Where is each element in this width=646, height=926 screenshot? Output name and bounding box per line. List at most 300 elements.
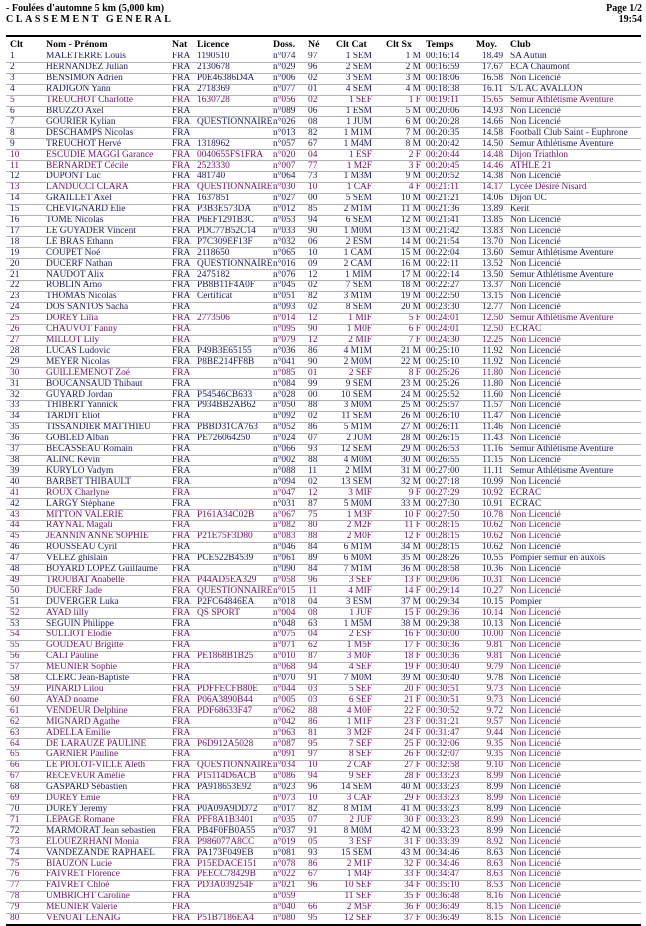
cell-rank: 15 <box>6 204 46 215</box>
cell-rank: 24 <box>6 302 46 313</box>
table-row <box>6 684 641 695</box>
cell-avg-speed: 10.92 <box>470 488 506 499</box>
cell-club: Non Licencié <box>506 728 641 739</box>
cell-nationality: FRA <box>172 390 194 401</box>
cell-bib: n°048 <box>273 619 308 630</box>
cell-category-rank: 2 M5F <box>330 902 386 913</box>
cell-bib: n°064 <box>273 171 308 182</box>
cell-avg-speed: 14.48 <box>470 150 506 161</box>
cell-license <box>194 662 273 673</box>
cell-avg-speed: 11.46 <box>470 422 506 433</box>
cell-license: P44AD5EA329 <box>194 575 273 586</box>
col-header-rank: Clt <box>10 39 24 50</box>
cell-name: PINARD Lilou <box>46 684 172 695</box>
cell-bib: n°007 <box>273 161 308 172</box>
cell-bib: n°035 <box>273 815 308 826</box>
cell-nationality: FRA <box>172 422 194 433</box>
cell-license: 0040655FS1FRA <box>194 150 273 161</box>
cell-name: MITTON VALERIE <box>46 510 172 521</box>
cell-category-rank: 15 SEM <box>330 848 386 859</box>
cell-sex-rank: 25 M <box>386 401 426 412</box>
cell-name: GOURIER Kylian <box>46 117 172 128</box>
cell-time: 00:21:36 <box>426 204 470 215</box>
cell-license: 1318962 <box>194 139 273 150</box>
cell-category-rank: 1 M4M <box>330 139 386 150</box>
cell-nationality: FRA <box>172 204 194 215</box>
cell-bib: n°056 <box>273 95 308 106</box>
col-header-time: Temps <box>426 39 454 50</box>
cell-time: 00:27:50 <box>426 510 470 521</box>
cell-license <box>194 619 273 630</box>
cell-category-rank: 2 M1M <box>330 204 386 215</box>
cell-license: P934BB2AB62 <box>194 401 273 412</box>
cell-club: Non Licencié <box>506 608 641 619</box>
cell-bib: n°066 <box>273 444 308 455</box>
table-row <box>6 695 641 706</box>
cell-sex-rank: 43 M <box>386 848 426 859</box>
cell-club: ECRAC <box>506 324 641 335</box>
cell-license: P54546CB633 <box>194 390 273 401</box>
cell-license <box>194 902 273 913</box>
col-header-bib: Doss. <box>273 39 296 50</box>
cell-club: Non Licencié <box>506 455 641 466</box>
table-row <box>6 466 641 477</box>
cell-sex-rank: 36 F <box>386 902 426 913</box>
cell-bib: n°024 <box>273 433 308 444</box>
cell-nationality: FRA <box>172 324 194 335</box>
cell-time: 00:30:52 <box>426 706 470 717</box>
table-row <box>6 619 641 630</box>
cell-license: P986077A8CC <box>194 837 273 848</box>
cell-time: 00:20:06 <box>426 106 470 117</box>
cell-sex-rank: 7 M <box>386 128 426 139</box>
cell-avg-speed: 9.81 <box>470 640 506 651</box>
table-row <box>6 401 641 412</box>
cell-sex-rank: 34 M <box>386 542 426 553</box>
cell-birth-year: 82 <box>308 804 330 815</box>
cell-license: P8BE214FF8B <box>194 357 273 368</box>
cell-license: QUESTIONNAIRE <box>194 586 273 597</box>
cell-category-rank: 1 MIM <box>330 270 386 281</box>
cell-sex-rank: 16 F <box>386 630 426 641</box>
cell-category-rank: 2 MIF <box>330 335 386 346</box>
cell-nationality: FRA <box>172 662 194 673</box>
table-row <box>6 815 641 826</box>
cell-sex-rank: 30 F <box>386 815 426 826</box>
table-row <box>6 837 641 848</box>
cell-nationality: FRA <box>172 575 194 586</box>
cell-club: Non Licencié <box>506 869 641 880</box>
cell-time: 00:27:30 <box>426 499 470 510</box>
table-row <box>6 608 641 619</box>
cell-time: 00:36:48 <box>426 891 470 902</box>
cell-bib: n°037 <box>273 826 308 837</box>
cell-bib: n°034 <box>273 760 308 771</box>
cell-birth-year: 89 <box>308 553 330 564</box>
cell-category-rank: 2 M2F <box>330 520 386 531</box>
cell-avg-speed: 11.11 <box>470 466 506 477</box>
cell-sex-rank: 23 M <box>386 379 426 390</box>
cell-sex-rank: 1 F <box>386 95 426 106</box>
cell-birth-year: 84 <box>308 564 330 575</box>
cell-rank: 39 <box>6 466 46 477</box>
cell-nationality: FRA <box>172 750 194 761</box>
cell-name: TARDIT Eliot <box>46 411 172 422</box>
cell-birth-year: 07 <box>308 815 330 826</box>
cell-avg-speed: 12.77 <box>470 302 506 313</box>
cell-club: Semur Athlétisme Aventure <box>506 248 641 259</box>
cell-rank: 56 <box>6 651 46 662</box>
cell-nationality: FRA <box>172 302 194 313</box>
cell-rank: 63 <box>6 728 46 739</box>
cell-sex-rank: 33 M <box>386 499 426 510</box>
table-row <box>6 84 641 95</box>
cell-sex-rank: 39 M <box>386 673 426 684</box>
cell-club: ECRAC <box>506 499 641 510</box>
cell-sex-rank: 26 F <box>386 750 426 761</box>
table-row <box>6 150 641 161</box>
cell-bib: n°041 <box>273 357 308 368</box>
cell-category-rank: 6 M1M <box>330 542 386 553</box>
cell-avg-speed: 9.35 <box>470 750 506 761</box>
cell-avg-speed: 8.15 <box>470 913 506 924</box>
cell-rank: 38 <box>6 455 46 466</box>
cell-sex-rank: 15 F <box>386 608 426 619</box>
cell-avg-speed: 8.63 <box>470 859 506 870</box>
cell-name: ROBLIN Arno <box>46 281 172 292</box>
cell-club: Non Licencié <box>506 891 641 902</box>
cell-bib: n°061 <box>273 553 308 564</box>
table-row <box>6 281 641 292</box>
cell-license: 481740 <box>194 171 273 182</box>
cell-license: P0A09A9DD72 <box>194 804 273 815</box>
cell-sex-rank: 36 M <box>386 564 426 575</box>
table-row <box>6 171 641 182</box>
cell-club: ECRAC <box>506 488 641 499</box>
table-row <box>6 728 641 739</box>
cell-category-rank: 11 SEF <box>330 891 386 902</box>
table-row <box>6 520 641 531</box>
cell-category-rank: 5 M0M <box>330 499 386 510</box>
table-row <box>6 542 641 553</box>
cell-sex-rank: 28 M <box>386 433 426 444</box>
cell-sex-rank: 13 M <box>386 226 426 237</box>
cell-avg-speed: 18.49 <box>470 52 506 62</box>
cell-time: 00:21:42 <box>426 226 470 237</box>
cell-birth-year: 10 <box>308 793 330 804</box>
cell-nationality: FRA <box>172 717 194 728</box>
cell-category-rank: 2 M1F <box>330 859 386 870</box>
cell-nationality: FRA <box>172 520 194 531</box>
cell-rank: 76 <box>6 869 46 880</box>
cell-rank: 66 <box>6 760 46 771</box>
cell-bib: n°086 <box>273 771 308 782</box>
cell-time: 00:32:06 <box>426 739 470 750</box>
cell-sex-rank: 20 M <box>386 302 426 313</box>
cell-nationality: FRA <box>172 182 194 193</box>
cell-avg-speed: 8.63 <box>470 848 506 859</box>
cell-rank: 37 <box>6 444 46 455</box>
cell-category-rank: 1 SEF <box>330 95 386 106</box>
cell-club: Non Licencié <box>506 673 641 684</box>
table-row <box>6 913 641 924</box>
cell-time: 00:29:38 <box>426 619 470 630</box>
cell-avg-speed: 10.27 <box>470 586 506 597</box>
cell-time: 00:28:15 <box>426 520 470 531</box>
cell-time: 00:20:44 <box>426 150 470 161</box>
cell-bib: n°083 <box>273 531 308 542</box>
cell-nationality: FRA <box>172 706 194 717</box>
cell-time: 00:31:47 <box>426 728 470 739</box>
cell-bib: n°027 <box>273 193 308 204</box>
cell-name: TREUCHOT Hervé <box>46 139 172 150</box>
cell-bib: n°057 <box>273 139 308 150</box>
cell-rank: 42 <box>6 499 46 510</box>
cell-club: Non Licencié <box>506 793 641 804</box>
cell-bib: n°026 <box>273 117 308 128</box>
cell-club: ATHLE 21 <box>506 161 641 172</box>
cell-license: 2718369 <box>194 84 273 95</box>
cell-name: TOME Nicolas <box>46 215 172 226</box>
cell-avg-speed: 15.65 <box>470 95 506 106</box>
cell-nationality: FRA <box>172 880 194 891</box>
cell-avg-speed: 11.57 <box>470 401 506 412</box>
cell-name: THOMAS Nicolas <box>46 291 172 302</box>
cell-rank: 28 <box>6 346 46 357</box>
cell-category-rank: 1 ESM <box>330 106 386 117</box>
cell-club: Non Licencié <box>506 215 641 226</box>
cell-nationality: FRA <box>172 215 194 226</box>
cell-category-rank: 4 SEM <box>330 84 386 95</box>
cell-bib: n°042 <box>273 717 308 728</box>
cell-nationality: FRA <box>172 542 194 553</box>
table-row <box>6 270 641 281</box>
cell-avg-speed: 13.50 <box>470 270 506 281</box>
cell-club: Non Licencié <box>506 760 641 771</box>
report-header <box>6 3 173 25</box>
cell-license: 2130678 <box>194 62 273 73</box>
cell-club: Non Licencié <box>506 368 641 379</box>
table-row <box>6 826 641 837</box>
cell-avg-speed: 14.66 <box>470 117 506 128</box>
cell-bib: n°090 <box>273 564 308 575</box>
cell-license: QUESTIONNAIRE <box>194 259 273 270</box>
cell-club: Non Licencié <box>506 281 641 292</box>
table-row <box>6 291 641 302</box>
cell-name: MEUNIER Valerie <box>46 902 172 913</box>
cell-sex-rank: 5 M <box>386 106 426 117</box>
cell-bib: n°040 <box>273 902 308 913</box>
cell-birth-year: 75 <box>308 510 330 521</box>
table-row <box>6 346 641 357</box>
cell-rank: 79 <box>6 902 46 913</box>
cell-avg-speed: 10.99 <box>470 477 506 488</box>
cell-rank: 61 <box>6 706 46 717</box>
col-header-nationality: Nat <box>172 39 188 50</box>
table-row <box>6 564 641 575</box>
cell-category-rank: 3 SEF <box>330 575 386 586</box>
cell-avg-speed: 9.81 <box>470 651 506 662</box>
cell-sex-rank: 10 M <box>386 193 426 204</box>
table-row <box>6 444 641 455</box>
cell-club: Non Licencié <box>506 542 641 553</box>
cell-bib: n°074 <box>273 52 308 62</box>
cell-nationality: FRA <box>172 401 194 412</box>
cell-avg-speed: 10.91 <box>470 499 506 510</box>
cell-avg-speed: 10.36 <box>470 564 506 575</box>
cell-time: 00:26:15 <box>426 433 470 444</box>
cell-sex-rank: 24 F <box>386 728 426 739</box>
cell-nationality: FRA <box>172 62 194 73</box>
cell-birth-year: 90 <box>308 324 330 335</box>
cell-avg-speed: 8.15 <box>470 902 506 913</box>
cell-category-rank: 8 M1M <box>330 804 386 815</box>
cell-sex-rank: 22 M <box>386 357 426 368</box>
cell-name: TREUCHOT Charlotte <box>46 95 172 106</box>
cell-license <box>194 302 273 313</box>
cell-time: 00:18:06 <box>426 73 470 84</box>
cell-rank: 30 <box>6 368 46 379</box>
cell-birth-year: 73 <box>308 171 330 182</box>
table-row <box>6 204 641 215</box>
cell-nationality: FRA <box>172 248 194 259</box>
cell-avg-speed: 8.53 <box>470 880 506 891</box>
cell-time: 00:29:14 <box>426 586 470 597</box>
cell-bib: n°077 <box>273 84 308 95</box>
cell-category-rank: 8 SEM <box>330 302 386 313</box>
table-row <box>6 902 641 913</box>
cell-rank: 49 <box>6 575 46 586</box>
cell-sex-rank: 3 F <box>386 161 426 172</box>
table-row <box>6 859 641 870</box>
cell-license: PB8B11F4A0F <box>194 281 273 292</box>
cell-club: ECA Chaumont <box>506 62 641 73</box>
cell-avg-speed: 14.17 <box>470 182 506 193</box>
cell-avg-speed: 14.06 <box>470 193 506 204</box>
cell-birth-year: 82 <box>308 128 330 139</box>
table-row <box>6 335 641 346</box>
cell-time: 00:36:49 <box>426 913 470 924</box>
cell-time: 00:33:23 <box>426 826 470 837</box>
cell-bib: n°017 <box>273 804 308 815</box>
cell-bib: n°088 <box>273 466 308 477</box>
cell-bib: n°046 <box>273 542 308 553</box>
cell-bib: n°019 <box>273 837 308 848</box>
cell-sex-rank: 32 F <box>386 859 426 870</box>
cell-club: Semur Athlétisme Aventure <box>506 139 641 150</box>
cell-avg-speed: 10.62 <box>470 542 506 553</box>
cell-name: GOBLED Alban <box>46 433 172 444</box>
cell-avg-speed: 11.92 <box>470 357 506 368</box>
cell-bib: n°012 <box>273 204 308 215</box>
cell-category-rank: 13 SEM <box>330 477 386 488</box>
cell-nationality: FRA <box>172 760 194 771</box>
cell-license: 2773506 <box>194 313 273 324</box>
cell-rank: 46 <box>6 542 46 553</box>
cell-time: 00:22:04 <box>426 248 470 259</box>
cell-club: Non Licencié <box>506 826 641 837</box>
cell-sex-rank: 40 M <box>386 782 426 793</box>
cell-license <box>194 455 273 466</box>
cell-rank: 65 <box>6 750 46 761</box>
cell-rank: 4 <box>6 84 46 95</box>
cell-nationality: FRA <box>172 488 194 499</box>
table-row <box>6 193 641 204</box>
cell-category-rank: 3 CAF <box>330 793 386 804</box>
cell-sex-rank: 35 M <box>386 553 426 564</box>
cell-category-rank: 1 ESF <box>330 150 386 161</box>
cell-license: P7C309EF13F <box>194 237 273 248</box>
cell-time: 00:29:36 <box>426 608 470 619</box>
cell-birth-year: 06 <box>308 237 330 248</box>
cell-club: Non Licencié <box>506 411 641 422</box>
cell-time: 00:28:58 <box>426 564 470 575</box>
cell-rank: 18 <box>6 237 46 248</box>
cell-bib: n°081 <box>273 848 308 859</box>
cell-club: Pompier <box>506 597 641 608</box>
cell-birth-year: 62 <box>308 640 330 651</box>
cell-avg-speed: 11.15 <box>470 455 506 466</box>
cell-birth-year: 97 <box>308 750 330 761</box>
cell-time: 00:29:06 <box>426 575 470 586</box>
cell-name: VENDEUR Delphine <box>46 706 172 717</box>
table-row <box>6 182 641 193</box>
cell-license: PE1868B1B25 <box>194 651 273 662</box>
cell-bib: n°045 <box>273 281 308 292</box>
table-row <box>6 662 641 673</box>
cell-rank: 67 <box>6 771 46 782</box>
cell-bib: n°071 <box>273 640 308 651</box>
cell-bib: n°089 <box>273 106 308 117</box>
cell-name: GARNIER Pauline <box>46 750 172 761</box>
cell-avg-speed: 10.15 <box>470 597 506 608</box>
cell-birth-year: 90 <box>308 226 330 237</box>
table-row <box>6 259 641 270</box>
cell-sex-rank: 20 F <box>386 684 426 695</box>
cell-sex-rank: 14 M <box>386 237 426 248</box>
cell-name: DESCHAMPS Nicolas <box>46 128 172 139</box>
cell-name: ROUSSEAU Cyril <box>46 542 172 553</box>
cell-birth-year: 67 <box>308 869 330 880</box>
cell-time: 00:36:49 <box>426 902 470 913</box>
cell-birth-year: 81 <box>308 728 330 739</box>
cell-category-rank: 8 SEF <box>330 750 386 761</box>
cell-category-rank: 6 M0M <box>330 553 386 564</box>
cell-club: Non Licencié <box>506 302 641 313</box>
cell-club: Non Licencié <box>506 346 641 357</box>
cell-rank: 34 <box>6 411 46 422</box>
cell-time: 00:22:14 <box>426 270 470 281</box>
cell-license <box>194 630 273 641</box>
cell-license: P49B3E65155 <box>194 346 273 357</box>
cell-nationality: FRA <box>172 433 194 444</box>
cell-name: BOUCANSAUD Thibaut <box>46 379 172 390</box>
col-header-category-rank: Clt Cat <box>336 39 367 50</box>
cell-time: 00:29:34 <box>426 597 470 608</box>
cell-name: RECEVEUR Amélie <box>46 771 172 782</box>
cell-name: GASPARD Sébastien <box>46 782 172 793</box>
cell-birth-year: 94 <box>308 215 330 226</box>
cell-time: 00:30:51 <box>426 684 470 695</box>
cell-nationality: FRA <box>172 597 194 608</box>
cell-time: 00:20:52 <box>426 171 470 182</box>
cell-time: 00:25:26 <box>426 368 470 379</box>
cell-time: 00:21:41 <box>426 215 470 226</box>
cell-category-rank: 2 SEF <box>330 368 386 379</box>
table-row <box>6 531 641 542</box>
report-subtitle: CLASSEMENT GENERAL <box>6 14 174 25</box>
col-header-sex-rank: Clt Sx <box>386 39 412 50</box>
